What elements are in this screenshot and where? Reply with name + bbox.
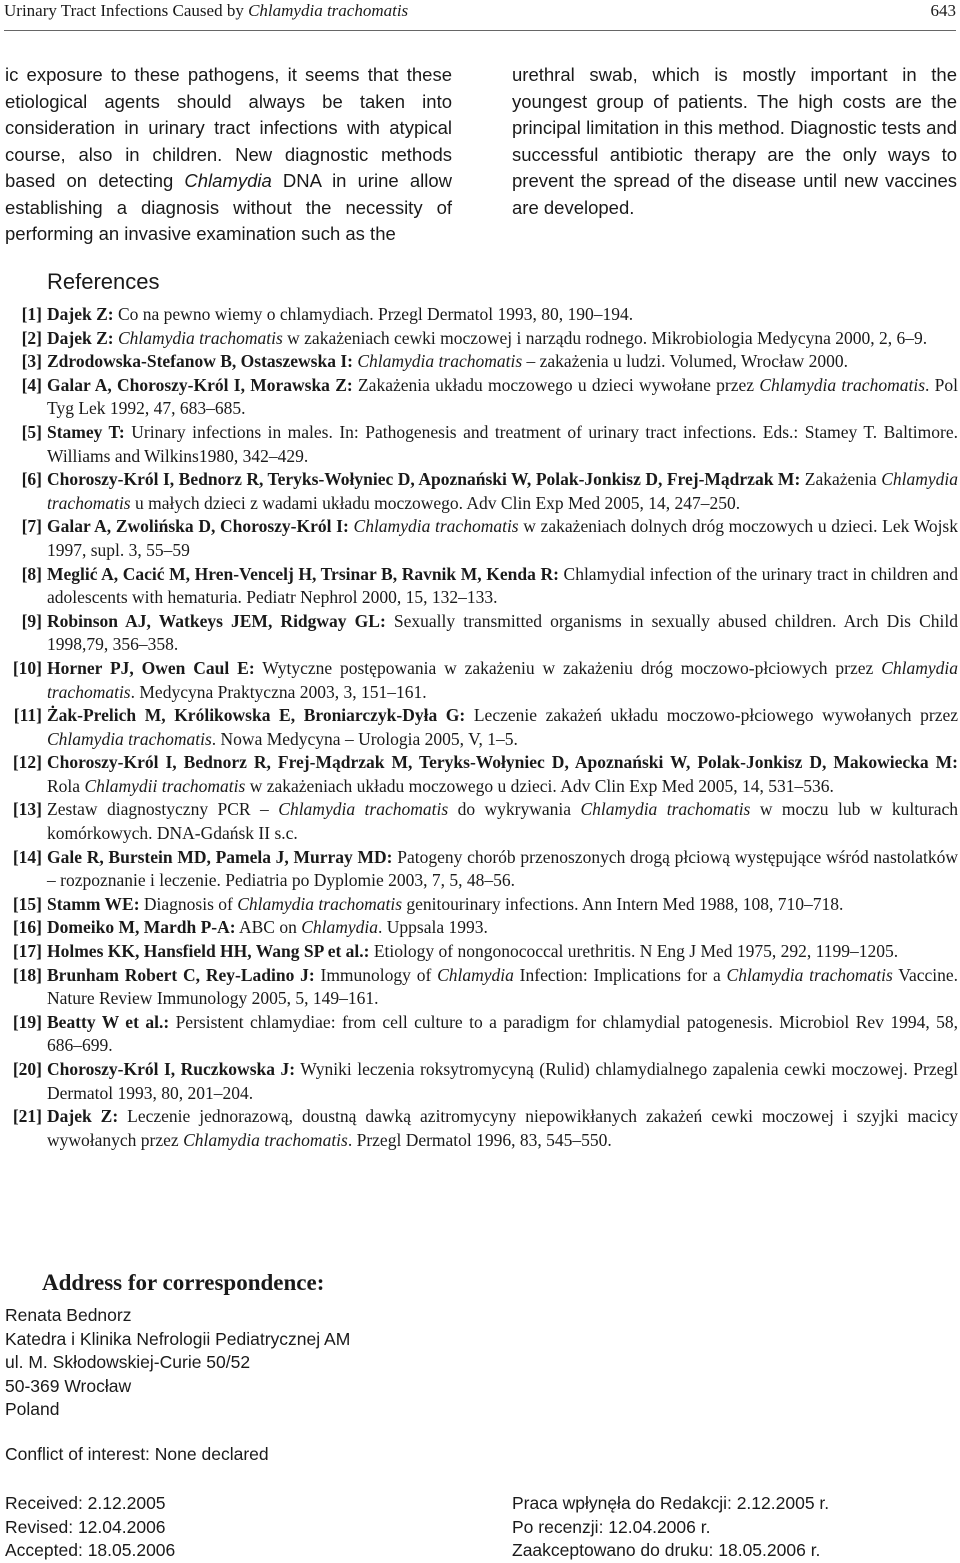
reference-italic-text: Chlamydia trachomatis (357, 351, 523, 372)
reference-italic-text: Chlamydia (437, 964, 514, 985)
reference-item (0, 940, 958, 964)
reference-text: Wyniki leczenia roksytromycyną (Rulid) chlamydialnego zapalenia cewki moczowej. Przegl Dermatol 1993, 80, 201–204. (47, 1059, 958, 1103)
reference-text: Vaccine. Nature Review Immunology 2005, 5, 149–161. (47, 964, 958, 1009)
reference-italic-text: Chlamydia trachomatis (237, 893, 403, 914)
reference-authors: Choroszy-Król I, Bednorz R, Frej-Mądrzak M, Teryks-Wołyniec D, Apoznański W, Polak-Jonkisz D, Makowiecka M: (47, 752, 958, 773)
reference-italic-text: Chlamydia trachomatis (278, 799, 449, 820)
reference-item (0, 846, 958, 893)
reference-item (0, 751, 958, 798)
reference-text: w moczu lub w kulturach komórkowych. DNA-Gdańsk II s.c. (47, 799, 959, 844)
reference-item (0, 704, 958, 751)
reference-number: [19] (12, 1011, 42, 1032)
reference-text: Urinary infections in males. In: Pathogenesis and treatment of urinary tract infections. Eds.: Stamey T. Baltimore. Williams and Wilkins1980, 342–429. (47, 421, 958, 466)
reference-authors: Choroszy-Król I, Ruczkowska J: (47, 1059, 296, 1079)
dates-polish (512, 1492, 829, 1563)
reference-text: – zakażenia u ludzi. Volumed, Wrocław 2000. (522, 351, 849, 372)
reference-authors: Galar A, Choroszy-Król I, Morawska Z: (47, 374, 353, 395)
reference-italic-text: Chlamydia trachomatis (47, 657, 958, 702)
reference-number: [3] (21, 351, 42, 372)
reference-number: [7] (21, 516, 42, 537)
reference-number: [12] (12, 752, 42, 773)
reference-item (0, 468, 958, 515)
references-heading: References (47, 269, 160, 294)
reference-item (0, 327, 958, 351)
reference-authors: Galar A, Zwolińska D, Choroszy-Król I: (47, 516, 349, 537)
reference-italic-text: Chlamydia trachomatis (759, 374, 925, 395)
reference-list (0, 303, 958, 1152)
reference-text: Diagnosis of (139, 893, 238, 914)
reference-text: Rola (47, 775, 85, 796)
reference-number: [15] (12, 893, 42, 914)
reference-text: u małych dzieci z wadami układu moczowego. Adv Clin Exp Med 2005, 14, 247–250. (130, 492, 741, 513)
reference-italic-text: Chlamydia trachomatis (117, 327, 283, 348)
reference-text: Zestaw diagnostyczny PCR – (47, 799, 279, 820)
reference-authors: Choroszy-Król I, Bednorz R, Teryks-Wołyniec D, Apoznański W, Polak-Jonkisz D, Frej-Mądrzak M: (47, 469, 801, 490)
reference-number: [10] (12, 657, 42, 678)
address-line: ul. M. Skłodowskiej-Curie 50/52 (5, 1352, 251, 1373)
correspondence-heading: Address for correspondence: (42, 1270, 325, 1295)
reference-text: Patogeny chorób przenoszonych drogą płciową występujące wśród nastolatków – rozpoznanie i leczenie. Pediatria po Dyplomie 2003, 7, 5, 48–56. (47, 846, 959, 891)
reference-number: [14] (12, 846, 42, 867)
date-revised-pl: Po recenzji: 12.04.2006 r. (512, 1516, 711, 1537)
body-paragraph-left (5, 62, 452, 248)
reference-text: . Przegl Dermatol 1996, 83, 545–550. (347, 1129, 612, 1150)
reference-text: Zakażenia (800, 469, 882, 490)
correspondence-address (5, 1304, 350, 1422)
reference-item (0, 374, 958, 421)
body-text: DNA in urine allow establishing a diagnosis without the necessity of performing an invasive examination such as the (5, 170, 452, 244)
reference-number: [2] (21, 327, 42, 348)
reference-text: do wykrywania (448, 799, 581, 820)
running-title-plain: Urinary Tract Infections Caused by (4, 1, 249, 20)
reference-text: Etiology of nongonococcal urethritis. N Eng J Med 1975, 292, 1199–1205. (369, 941, 899, 962)
reference-text: Zakażenia układu moczowego u dzieci wywołane przez (352, 374, 760, 395)
body-text: ic exposure to these pathogens, it seems that these etiological agents should always be taken into consideration in urinary tract infections with atypical course, also in children. New diagnostic methods based on detecting (5, 64, 452, 191)
reference-authors: Domeiko M, Mardh P-A: (47, 917, 236, 938)
reference-number: [11] (13, 705, 42, 726)
reference-text: . Pol Tyg Lek 1992, 47, 683–685. (47, 374, 958, 419)
reference-authors: Zdrodowska-Stefanow B, Ostaszewska I: (47, 351, 353, 372)
address-line: Poland (5, 1399, 60, 1420)
reference-text: w zakażeniach dolnych dróg moczowych u dzieci. Lek Wojsk 1997, supl. 3, 55–59 (47, 516, 958, 560)
reference-text: w zakażeniach układu moczowego u dzieci. Adv Clin Exp Med 2005, 14, 531–536. (245, 775, 834, 796)
address-line: Renata Bednorz (5, 1305, 132, 1325)
reference-authors: Stamey T: (47, 421, 125, 442)
reference-authors: Beatty W et al.: (47, 1011, 170, 1032)
reference-authors: Stamm WE: (47, 893, 140, 914)
reference-text: Chlamydial infection of the urinary tract in children and adolescents with hematuria. Pediatr Nephrol 2000, 15, 132–133. (47, 563, 958, 608)
reference-number: [21] (12, 1106, 42, 1127)
address-line: 50-369 Wrocław (5, 1375, 132, 1396)
reference-item (0, 350, 958, 374)
reference-item (0, 1105, 958, 1152)
reference-text: w zakażeniach cewki moczowej i narządu rodnego. Mikrobiologia Medycyna 2000, 2, 6–9. (282, 327, 928, 348)
reference-text: Wytyczne postępowania w zakażeniu w zakażeniu dróg moczowo-płciowych przez (254, 657, 882, 678)
reference-text: Infection: Implications for a (513, 964, 727, 985)
reference-authors: Horner PJ, Owen Caul E: (47, 657, 255, 678)
date-accepted-pl: Zaakceptowano do druku: 18.05.2006 r. (512, 1540, 821, 1561)
reference-authors: Robinson AJ, Watkeys JEM, Ridgway GL: (47, 610, 386, 631)
reference-text: . Medycyna Praktyczna 2003, 3, 151–161. (130, 681, 427, 702)
dates-english (5, 1492, 175, 1563)
reference-item (0, 610, 958, 657)
reference-italic-text: Chlamydii trachomatis (84, 775, 246, 796)
body-column-right (512, 62, 957, 221)
reference-number: [6] (21, 469, 42, 490)
address-line: Katedra i Klinika Nefrologii Pediatrycznej AM (5, 1328, 351, 1349)
reference-text: Leczenie zakażeń układu moczowo-płciowego wywołanych przez (465, 705, 959, 726)
reference-italic-text: Chlamydia trachomatis (580, 799, 751, 820)
reference-number: [4] (21, 374, 42, 395)
reference-number: [5] (21, 421, 42, 442)
reference-text: . Uppsala 1993. (378, 917, 488, 938)
reference-text: Immunology of (314, 964, 438, 985)
reference-text: Persistent chlamydiae: from cell culture to a paradigm for chlamydial patogenesis. Microbiol Rev 1994, 58, 686–699. (47, 1011, 958, 1056)
reference-authors: Żak-Prelich M, Królikowska E, Broniarczyk-Dyła G: (47, 705, 466, 726)
reference-number: [9] (21, 610, 42, 631)
reference-text: Leczenie jednorazową, doustną dawką azitromycyny niepowikłanych zakażeń cewki moczowej i szyjki macicy wywołanych przez (47, 1106, 958, 1150)
reference-item (0, 893, 958, 917)
reference-text: Co na pewno wiemy o chlamydiach. Przegl Dermatol 1993, 80, 190–194. (113, 304, 634, 324)
reference-authors: Holmes KK, Hansfield HH, Wang SP et al.: (47, 941, 370, 962)
reference-number: [18] (12, 964, 42, 985)
reference-item (0, 515, 958, 562)
reference-italic-text: Chlamydia trachomatis (47, 469, 958, 513)
reference-authors: Dajek Z: (47, 304, 114, 324)
running-title (4, 0, 408, 22)
reference-text: genitourinary infections. Ann Intern Med 1988, 108, 710–718. (402, 893, 844, 914)
reference-item (0, 563, 958, 610)
date-revised: Revised: 12.04.2006 (5, 1516, 166, 1537)
reference-item (0, 1011, 958, 1058)
reference-authors: Meglić A, Cacić M, Hren-Vencelj H, Trsinar B, Ravnik M, Kenda R: (47, 563, 559, 584)
reference-italic-text: Chlamydia trachomatis (726, 964, 893, 985)
running-title-italic: Chlamydia trachomatis (248, 1, 409, 20)
date-received-pl: Praca wpłynęła do Redakcji: 2.12.2005 r. (512, 1493, 830, 1513)
reference-authors: Brunham Robert C, Rey-Ladino J: (47, 964, 315, 985)
page-number: 643 (930, 1, 956, 20)
body-column-left (5, 62, 452, 248)
reference-italic-text: Chlamydia (301, 917, 379, 938)
reference-item (0, 964, 958, 1011)
reference-text: Sexually transmitted organisms in sexually abused children. Arch Dis Child 1998,79, 356–358. (47, 610, 959, 655)
conflict-of-interest: Conflict of interest: None declared (5, 1444, 269, 1464)
reference-italic-text: Chlamydia trachomatis (183, 1129, 348, 1150)
date-accepted: Accepted: 18.05.2006 (5, 1540, 176, 1561)
reference-text: ABC on (235, 917, 302, 938)
reference-item (0, 916, 958, 940)
reference-authors: Dajek Z: (47, 327, 114, 348)
reference-italic-text: Chlamydia trachomatis (353, 516, 519, 537)
reference-text: . Nowa Medycyna – Urologia 2005, V, 1–5. (211, 728, 518, 749)
reference-item (0, 657, 958, 704)
reference-italic-text: Chlamydia trachomatis (47, 728, 212, 749)
body-text-italic: Chlamydia (184, 170, 272, 191)
reference-number: [16] (12, 917, 42, 938)
reference-number: [17] (12, 941, 42, 962)
reference-item (0, 798, 958, 845)
reference-number: [1] (21, 304, 42, 324)
reference-number: [13] (12, 799, 42, 820)
running-header (4, 0, 956, 31)
reference-authors: Gale R, Burstein MD, Pamela J, Murray MD: (47, 846, 393, 867)
reference-authors: Dajek Z: (47, 1106, 119, 1127)
date-received: Received: 2.12.2005 (5, 1493, 166, 1513)
reference-number: [20] (12, 1059, 42, 1079)
reference-item (0, 1058, 958, 1105)
reference-item (0, 421, 958, 468)
body-paragraph-right: urethral swab, which is mostly important in the youngest group of patients. The high costs are the principal limitation in this method. Diagnostic tests and successful antibiotic therapy are the only ways to prevent the spread of the disease until new vaccines are developed. (512, 64, 957, 218)
reference-item (0, 303, 958, 327)
reference-number: [8] (21, 563, 42, 584)
